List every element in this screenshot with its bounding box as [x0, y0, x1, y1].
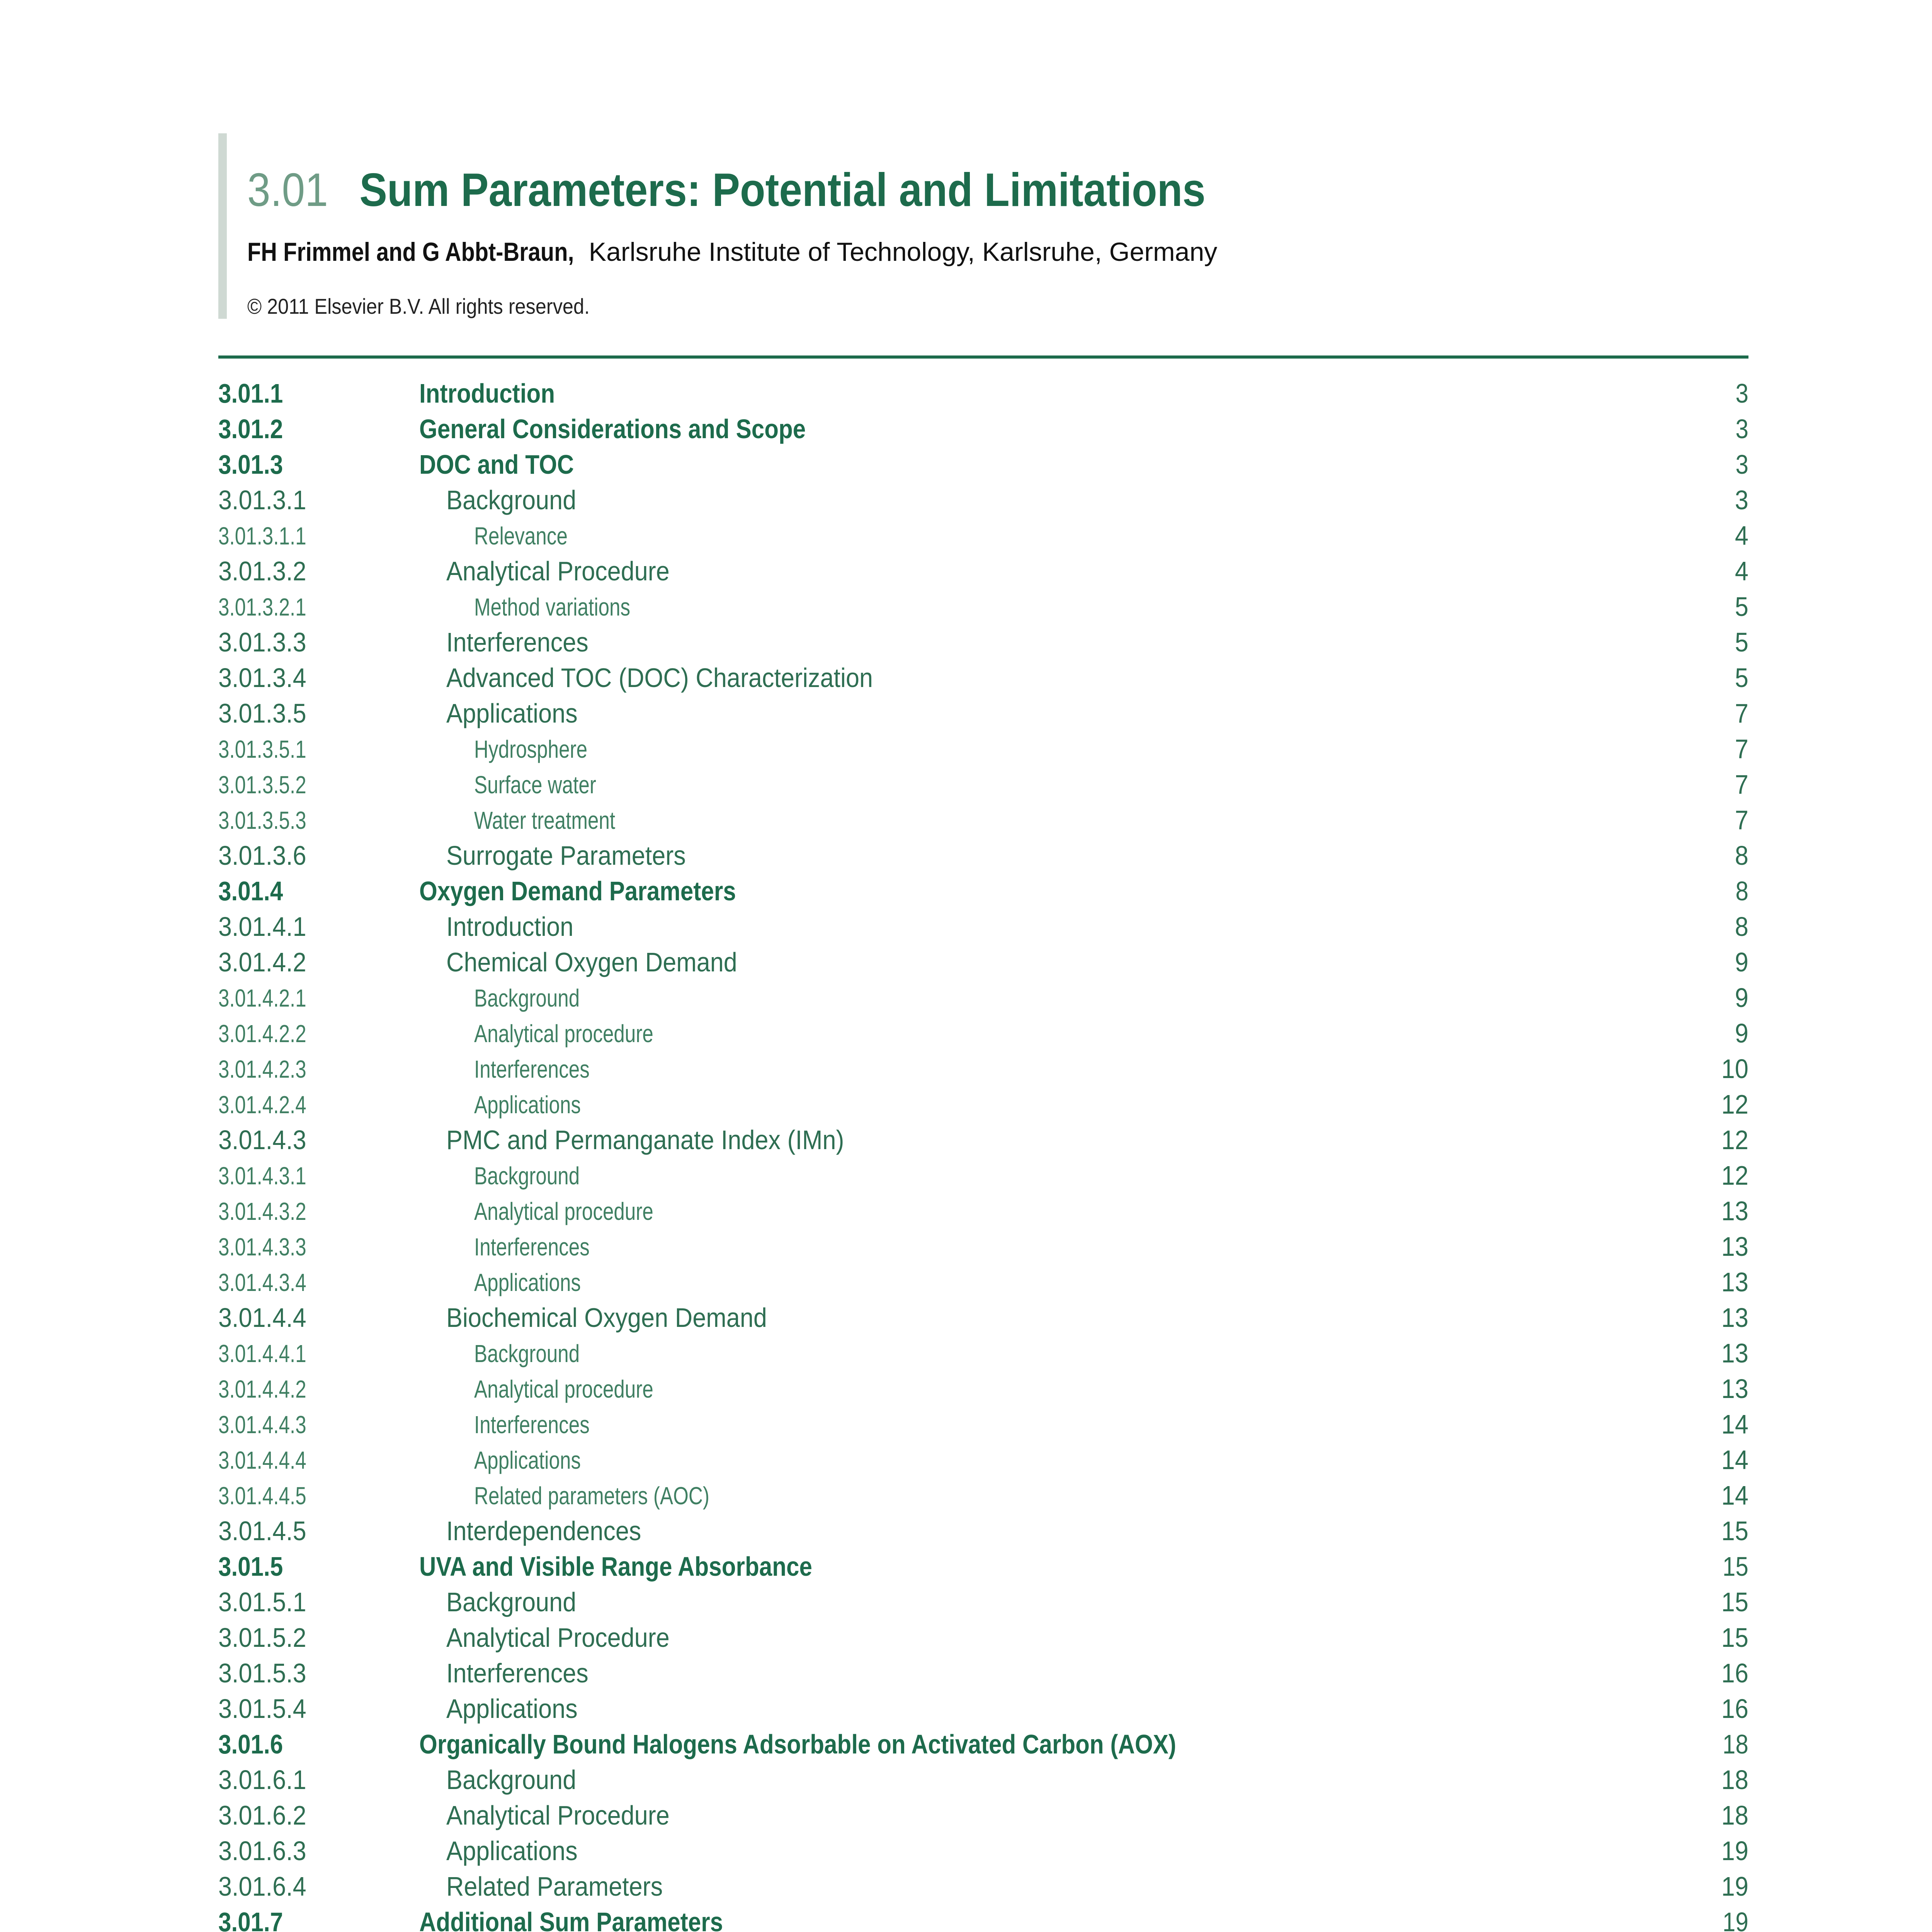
toc-entry-title: Analytical procedure — [474, 1020, 653, 1048]
toc-entry[interactable] — [218, 1443, 1748, 1479]
toc-entry-page: 14 — [1721, 1480, 1748, 1510]
toc-entry-page: 13 — [1721, 1338, 1748, 1368]
toc-entry-page: 14 — [1721, 1445, 1748, 1475]
toc-entry-number: 3.01.6 — [218, 1729, 283, 1759]
toc-entry-page: 18 — [1721, 1800, 1748, 1830]
toc-entry-title: Interferences — [474, 1055, 590, 1083]
toc-entry-page: 19 — [1721, 1871, 1748, 1901]
toc-entry[interactable] — [218, 981, 1748, 1017]
toc-entry-title: Background — [446, 1765, 577, 1795]
toc-entry-title: Applications — [446, 1836, 578, 1866]
toc-entry-page: 4 — [1735, 520, 1748, 551]
header-accent-bar — [218, 133, 227, 319]
toc-entry-title: Applications — [474, 1446, 581, 1474]
toc-entry-title: Surrogate Parameters — [446, 840, 686, 871]
toc-entry[interactable] — [218, 1870, 1748, 1905]
toc-entry[interactable] — [218, 1692, 1748, 1728]
toc-entry-page: 10 — [1721, 1054, 1748, 1084]
toc-entry-title: Oxygen Demand Parameters — [419, 876, 736, 906]
toc-entry-page: 18 — [1723, 1729, 1748, 1759]
toc-entry-title: Analytical Procedure — [446, 556, 670, 586]
toc-entry[interactable] — [218, 1550, 1748, 1585]
toc-entry-title: Analytical procedure — [474, 1375, 653, 1403]
toc-entry-title: Background — [474, 984, 580, 1012]
toc-entry-number: 3.01.4.2.1 — [218, 984, 306, 1012]
toc-entry-number: 3.01.5.4 — [218, 1694, 306, 1724]
toc-entry-page: 13 — [1721, 1231, 1748, 1262]
toc-entry-title: Applications — [446, 1694, 578, 1724]
toc-entry-page: 15 — [1721, 1587, 1748, 1617]
chapter-heading — [247, 163, 1206, 216]
toc-entry-number: 3.01.4.4.5 — [218, 1482, 306, 1510]
toc-entry[interactable] — [218, 1159, 1748, 1194]
copyright-notice: © 2011 Elsevier B.V. All rights reserved. — [247, 294, 590, 318]
toc-entry-number: 3.01.3.1.1 — [218, 522, 306, 550]
toc-entry[interactable] — [218, 1372, 1748, 1408]
toc-entry-number: 3.01.6.1 — [218, 1765, 306, 1795]
toc-entry-title: Applications — [474, 1269, 581, 1296]
toc-entry-number: 3.01.4.3.2 — [218, 1197, 306, 1225]
toc-entry-page: 12 — [1721, 1160, 1748, 1190]
toc-entry-page: 18 — [1721, 1765, 1748, 1795]
toc-entry[interactable] — [218, 732, 1748, 768]
toc-entry-number: 3.01.4.4.1 — [218, 1340, 306, 1367]
toc-entry[interactable] — [218, 768, 1748, 803]
toc-entry-page: 16 — [1721, 1694, 1748, 1724]
toc-entry-page: 19 — [1723, 1907, 1748, 1932]
toc-entry[interactable] — [218, 590, 1748, 626]
toc-entry[interactable] — [218, 519, 1748, 554]
toc-entry[interactable] — [218, 839, 1748, 874]
toc-entry[interactable] — [218, 661, 1748, 697]
toc-entry-number: 3.01.3.4 — [218, 663, 306, 693]
toc-entry-number: 3.01.3.5.2 — [218, 771, 306, 799]
toc-entry-number: 3.01.6.2 — [218, 1800, 306, 1830]
toc-entry-page: 7 — [1735, 734, 1748, 764]
toc-entry-title: Related parameters (AOC) — [474, 1482, 709, 1510]
toc-entry-number: 3.01.5.3 — [218, 1658, 306, 1688]
toc-entry-title: Analytical Procedure — [446, 1622, 670, 1653]
toc-entry-title: Additional Sum Parameters — [419, 1907, 723, 1932]
toc-entry[interactable] — [218, 1088, 1748, 1123]
toc-entry-page: 16 — [1721, 1658, 1748, 1688]
toc-entry-page: 9 — [1735, 1018, 1748, 1048]
toc-entry-number: 3.01.5.1 — [218, 1587, 306, 1617]
toc-entry-number: 3.01.3.5.1 — [218, 735, 306, 763]
toc-entry-title: Introduction — [446, 912, 574, 942]
toc-entry-page: 12 — [1721, 1089, 1748, 1119]
toc-entry-title: Interferences — [446, 627, 588, 657]
toc-entry-number: 3.01.6.4 — [218, 1871, 306, 1901]
toc-entry-number: 3.01.3.5 — [218, 698, 306, 728]
toc-entry-page: 7 — [1735, 698, 1748, 728]
toc-entry-page: 19 — [1721, 1836, 1748, 1866]
toc-entry-page: 8 — [1735, 840, 1748, 871]
toc-entry-number: 3.01.3 — [218, 449, 283, 480]
toc-entry-page: 7 — [1735, 805, 1748, 835]
toc-entry[interactable] — [218, 1194, 1748, 1230]
toc-entry-title: Interferences — [446, 1658, 588, 1688]
toc-entry-title: Applications — [446, 698, 578, 728]
toc-entry-title: Introduction — [419, 378, 555, 408]
toc-entry-title: Hydrosphere — [474, 735, 588, 763]
toc-entry-number: 3.01.4 — [218, 876, 283, 906]
toc-entry-number: 3.01.5 — [218, 1551, 283, 1582]
toc-entry-number: 3.01.4.4 — [218, 1303, 306, 1333]
toc-entry[interactable] — [218, 1621, 1748, 1656]
toc-entry-page: 13 — [1721, 1374, 1748, 1404]
toc-entry-page: 8 — [1735, 876, 1748, 906]
toc-entry-number: 3.01.3.3 — [218, 627, 306, 657]
toc-entry[interactable] — [218, 483, 1748, 519]
toc-entry-title: Related Parameters — [446, 1871, 663, 1901]
toc-entry-title: UVA and Visible Range Absorbance — [419, 1551, 812, 1582]
toc-entry[interactable] — [218, 946, 1748, 981]
toc-entry[interactable] — [218, 1656, 1748, 1692]
toc-entry[interactable] — [218, 1408, 1748, 1443]
toc-entry[interactable] — [218, 803, 1748, 839]
toc-entry-title: Surface water — [474, 771, 596, 799]
toc-entry-title: Biochemical Oxygen Demand — [446, 1303, 767, 1333]
toc-entry-page: 13 — [1721, 1196, 1748, 1226]
author-line — [247, 239, 1217, 265]
toc-entry[interactable] — [218, 1301, 1748, 1337]
toc-top-rule — [218, 355, 1748, 359]
toc-entry[interactable] — [218, 554, 1748, 590]
toc-entry-title: Relevance — [474, 522, 568, 550]
toc-entry-title: DOC and TOC — [419, 449, 574, 480]
toc-entry[interactable] — [218, 1052, 1748, 1088]
toc-entry-page: 4 — [1735, 556, 1748, 586]
toc-entry[interactable] — [218, 1337, 1748, 1372]
toc-entry-number: 3.01.3.6 — [218, 840, 306, 871]
toc-entry-number: 3.01.7 — [218, 1907, 283, 1932]
toc-entry[interactable] — [218, 1763, 1748, 1799]
toc-entry-title: Method variations — [474, 593, 631, 621]
toc-entry-title: PMC and Permanganate Index (IMn) — [446, 1125, 844, 1155]
toc-entry[interactable] — [218, 377, 1748, 412]
toc-entry-number: 3.01.1 — [218, 378, 283, 408]
toc-entry-number: 3.01.4.3.1 — [218, 1162, 306, 1190]
toc-entry[interactable] — [218, 1799, 1748, 1834]
toc-entry-number: 3.01.5.2 — [218, 1622, 306, 1653]
toc-entry[interactable] — [218, 1728, 1748, 1763]
toc-entry-title: Interdependences — [446, 1516, 641, 1546]
toc-entry-page: 3 — [1735, 414, 1748, 444]
table-of-contents — [218, 377, 1748, 1932]
toc-entry-page: 8 — [1735, 912, 1748, 942]
toc-entry-page: 15 — [1723, 1551, 1748, 1582]
toc-entry[interactable] — [218, 448, 1748, 483]
toc-entry-number: 3.01.4.3 — [218, 1125, 306, 1155]
toc-entry-number: 3.01.4.5 — [218, 1516, 306, 1546]
toc-entry-page: 15 — [1721, 1622, 1748, 1653]
toc-entry-page: 13 — [1721, 1267, 1748, 1297]
toc-entry-page: 14 — [1721, 1409, 1748, 1439]
toc-entry[interactable] — [218, 412, 1748, 448]
toc-entry-number: 3.01.4.4.4 — [218, 1446, 306, 1474]
toc-entry-number: 3.01.3.1 — [218, 485, 306, 515]
toc-entry-page: 7 — [1735, 769, 1748, 799]
toc-entry-title: Analytical procedure — [474, 1197, 653, 1225]
toc-entry-number: 3.01.4.3.4 — [218, 1269, 306, 1296]
toc-entry-number: 3.01.4.4.2 — [218, 1375, 306, 1403]
toc-entry-number: 3.01.6.3 — [218, 1836, 306, 1866]
toc-entry[interactable] — [218, 697, 1748, 732]
toc-entry-page: 3 — [1735, 449, 1748, 480]
toc-entry[interactable] — [218, 1834, 1748, 1870]
toc-entry-page: 5 — [1735, 627, 1748, 657]
toc-entry-number: 3.01.4.2 — [218, 947, 306, 977]
toc-entry-number: 3.01.3.5.3 — [218, 806, 306, 834]
chapter-title: Sum Parameters: Potential and Limitations — [359, 163, 1206, 216]
toc-entry-number: 3.01.3.2 — [218, 556, 306, 586]
author-affiliation: Karlsruhe Institute of Technology, Karlsruhe, Germany — [588, 237, 1218, 267]
toc-entry[interactable] — [218, 1905, 1748, 1932]
toc-entry-page: 3 — [1735, 378, 1748, 408]
toc-entry-page: 15 — [1721, 1516, 1748, 1546]
toc-entry-page: 9 — [1735, 947, 1748, 977]
toc-entry[interactable] — [218, 874, 1748, 910]
toc-entry-title: Interferences — [474, 1233, 590, 1261]
toc-entry-title: Analytical Procedure — [446, 1800, 670, 1830]
toc-entry-title: Organically Bound Halogens Adsorbable on Activated Carbon (AOX) — [419, 1729, 1176, 1759]
toc-entry[interactable] — [218, 1123, 1748, 1159]
toc-entry-title: General Considerations and Scope — [419, 414, 806, 444]
toc-entry[interactable] — [218, 1017, 1748, 1052]
toc-entry-title: Advanced TOC (DOC) Characterization — [446, 663, 873, 693]
toc-entry[interactable] — [218, 626, 1748, 661]
toc-entry-title: Background — [446, 1587, 577, 1617]
toc-entry[interactable] — [218, 1479, 1748, 1514]
toc-entry-number: 3.01.4.4.3 — [218, 1411, 306, 1439]
toc-entry-number: 3.01.4.3.3 — [218, 1233, 306, 1261]
toc-entry[interactable] — [218, 1230, 1748, 1265]
toc-entry-title: Background — [474, 1162, 580, 1190]
toc-entry-number: 3.01.4.1 — [218, 912, 306, 942]
toc-entry-number: 3.01.4.2.3 — [218, 1055, 306, 1083]
chapter-number: 3.01 — [247, 163, 328, 216]
toc-entry-number: 3.01.4.2.4 — [218, 1091, 306, 1119]
toc-entry-number: 3.01.3.2.1 — [218, 593, 306, 621]
toc-entry-title: Background — [446, 485, 577, 515]
toc-entry-page: 12 — [1721, 1125, 1748, 1155]
toc-entry-page: 3 — [1735, 485, 1748, 515]
toc-entry-page: 5 — [1735, 592, 1748, 622]
toc-entry-page: 9 — [1735, 983, 1748, 1013]
toc-entry-title: Chemical Oxygen Demand — [446, 947, 737, 977]
toc-entry-page: 13 — [1721, 1303, 1748, 1333]
toc-entry-title: Water treatment — [474, 806, 616, 834]
toc-entry-number: 3.01.2 — [218, 414, 283, 444]
toc-entry[interactable] — [218, 1514, 1748, 1550]
toc-entry[interactable] — [218, 910, 1748, 946]
toc-entry-title: Background — [474, 1340, 580, 1367]
toc-entry[interactable] — [218, 1265, 1748, 1301]
toc-entry-title: Applications — [474, 1091, 581, 1119]
toc-entry-title: Interferences — [474, 1411, 590, 1439]
toc-entry-number: 3.01.4.2.2 — [218, 1020, 306, 1048]
author-names: FH Frimmel and G Abbt-Braun, — [247, 237, 574, 267]
toc-entry[interactable] — [218, 1585, 1748, 1621]
toc-entry-page: 5 — [1735, 663, 1748, 693]
